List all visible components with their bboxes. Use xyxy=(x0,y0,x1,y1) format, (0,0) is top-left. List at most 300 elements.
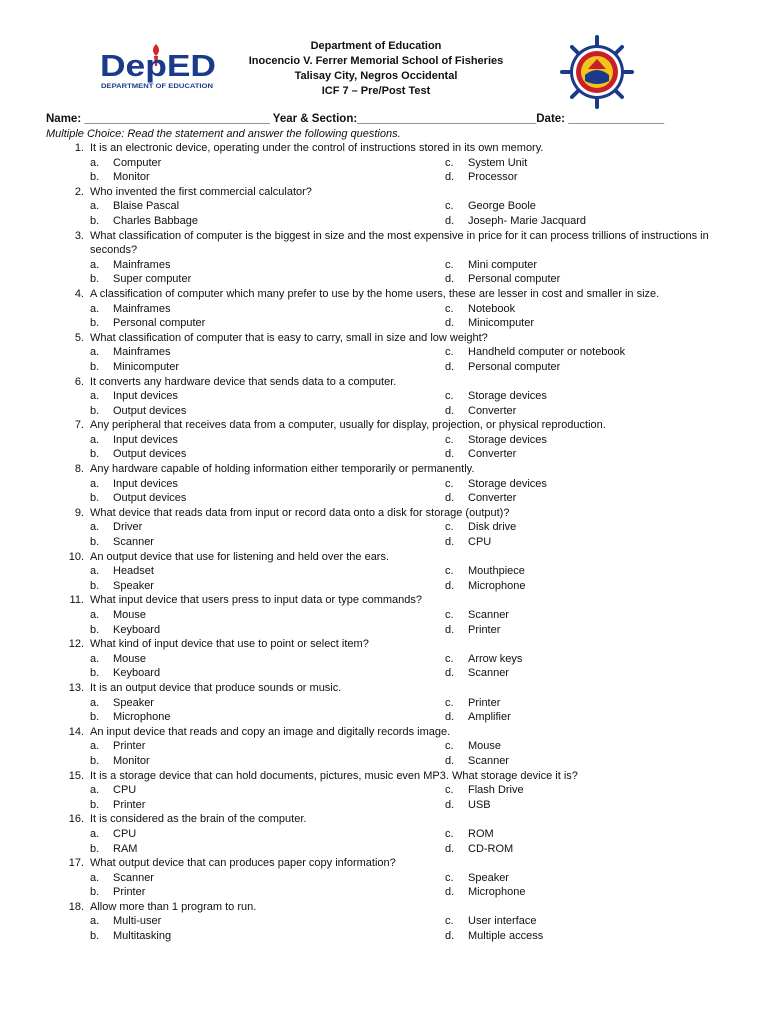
choice-text: USB xyxy=(468,798,491,811)
question-item xyxy=(0,185,768,229)
answer-choice xyxy=(90,258,445,273)
choice-letter: d. xyxy=(445,842,455,855)
question-item xyxy=(0,769,768,813)
answer-choice xyxy=(90,842,445,857)
choice-text: Flash Drive xyxy=(468,784,524,797)
question-number: 3. xyxy=(74,229,84,242)
choice-letter: a. xyxy=(90,521,100,534)
choice-letter: c. xyxy=(445,156,454,169)
answer-choice xyxy=(90,827,445,842)
instructions: Multiple Choice: Read the statement and answer the following questions. xyxy=(46,128,401,140)
choice-letter: c. xyxy=(445,302,454,315)
choice-text: Headset xyxy=(113,565,154,578)
answer-choice xyxy=(445,827,745,842)
answer-choice xyxy=(445,360,745,375)
choice-text: Multiple access xyxy=(468,930,544,943)
choice-letter: b. xyxy=(90,886,100,899)
answer-choice xyxy=(90,316,445,331)
answer-choice xyxy=(445,447,745,462)
choice-text: Microphone xyxy=(468,886,526,899)
question-number: 15. xyxy=(68,769,84,782)
choice-letter: b. xyxy=(90,623,100,636)
choice-letter: d. xyxy=(445,579,455,592)
answer-choice xyxy=(90,798,445,813)
answer-choice xyxy=(90,914,445,929)
choice-text: Personal computer xyxy=(468,273,561,286)
answer-choice xyxy=(90,696,445,711)
choice-text: Speaker xyxy=(468,871,509,884)
answer-choice xyxy=(90,871,445,886)
deped-logo xyxy=(98,40,220,96)
choice-letter: b. xyxy=(90,273,100,286)
choice-text: Output devices xyxy=(113,404,187,417)
choice-letter: b. xyxy=(90,404,100,417)
question-number: 10. xyxy=(68,550,84,563)
answer-choice xyxy=(90,885,445,900)
choice-text: Scanner xyxy=(113,871,154,884)
choice-letter: a. xyxy=(90,258,100,271)
deped-logo-text: DepED xyxy=(100,48,216,83)
question-item xyxy=(0,287,768,331)
answer-choice xyxy=(445,914,745,929)
choice-letter: b. xyxy=(90,360,100,373)
choice-letter: a. xyxy=(90,302,100,315)
answer-choice xyxy=(90,564,445,579)
question-number: 18. xyxy=(68,900,84,913)
answer-choice xyxy=(445,389,745,404)
answer-choice xyxy=(445,258,745,273)
question-text: Who invented the first commercial calculator? xyxy=(90,185,312,198)
question-number: 5. xyxy=(74,331,84,344)
question-text: Any peripheral that receives data from a computer, usually for display, projection, or physical reproduction. xyxy=(90,419,606,432)
choice-letter: a. xyxy=(90,565,100,578)
question-item xyxy=(0,593,768,637)
choice-text: Printer xyxy=(113,886,146,899)
choice-letter: b. xyxy=(90,667,100,680)
choice-text: Super computer xyxy=(113,273,192,286)
choice-text: Disk drive xyxy=(468,521,517,534)
choice-letter: a. xyxy=(90,696,100,709)
answer-choices xyxy=(90,696,768,725)
choice-letter: c. xyxy=(445,346,454,359)
choice-letter: b. xyxy=(90,842,100,855)
choice-letter: d. xyxy=(445,798,455,811)
answer-choices xyxy=(90,652,768,681)
choice-letter: d. xyxy=(445,448,455,461)
answer-choice xyxy=(90,739,445,754)
answer-choice xyxy=(90,710,445,725)
choice-text: Output devices xyxy=(113,492,187,505)
answer-choice xyxy=(445,623,745,638)
choice-letter: d. xyxy=(445,930,455,943)
question-text: What input device that users press to input data or type commands? xyxy=(90,594,423,607)
answer-choice xyxy=(90,520,445,535)
answer-choices xyxy=(90,520,768,549)
answer-choice xyxy=(445,871,745,886)
answer-choices xyxy=(90,389,768,418)
question-number: 6. xyxy=(74,375,84,388)
choice-letter: d. xyxy=(445,360,455,373)
choice-text: Printer xyxy=(468,623,501,636)
choice-letter: c. xyxy=(445,652,454,665)
answer-choice xyxy=(445,739,745,754)
answer-choice xyxy=(90,491,445,506)
choice-letter: d. xyxy=(445,667,455,680)
answer-choice xyxy=(445,214,745,229)
answer-choice xyxy=(445,316,745,331)
question-text: It is a storage device that can hold documents, pictures, music even MP3. What storage device it is? xyxy=(90,769,578,782)
choice-text: Converter xyxy=(468,492,517,505)
answer-choice xyxy=(445,170,745,185)
choice-letter: c. xyxy=(445,433,454,446)
choice-text: Driver xyxy=(113,521,143,534)
choice-text: Input devices xyxy=(113,477,178,490)
choice-text: Printer xyxy=(468,696,501,709)
choice-text: Handheld computer or notebook xyxy=(468,346,626,359)
question-number: 12. xyxy=(68,638,84,651)
choice-text: Storage devices xyxy=(468,390,547,403)
answer-choices xyxy=(90,302,768,331)
choice-letter: d. xyxy=(445,754,455,767)
answer-choice xyxy=(445,564,745,579)
question-item xyxy=(0,375,768,419)
choice-text: Joseph- Marie Jacquard xyxy=(468,214,587,227)
answer-choices xyxy=(90,199,768,228)
choice-letter: b. xyxy=(90,579,100,592)
header-location: Talisay City, Negros Occidental xyxy=(294,70,458,82)
answer-choice xyxy=(445,433,745,448)
choice-text: Mouse xyxy=(113,652,147,665)
answer-choice xyxy=(90,608,445,623)
choice-text: Speaker xyxy=(113,579,154,592)
choice-text: Arrow keys xyxy=(468,652,523,665)
choice-letter: c. xyxy=(445,477,454,490)
choice-letter: b. xyxy=(90,798,100,811)
choice-letter: a. xyxy=(90,200,100,213)
question-item xyxy=(0,637,768,681)
answer-choice xyxy=(90,389,445,404)
choice-text: RAM xyxy=(113,842,138,855)
question-number: 9. xyxy=(74,506,84,519)
question-text: A classification of computer which many prefer to use by the home users, these are lesser in cost and smaller in size. xyxy=(90,287,660,300)
answer-choices xyxy=(90,914,768,943)
answer-choice xyxy=(90,783,445,798)
choice-letter: a. xyxy=(90,915,100,928)
choice-text: Printer xyxy=(113,798,146,811)
question-number: 1. xyxy=(74,142,84,154)
question-item xyxy=(0,856,768,900)
choice-text: Scanner xyxy=(468,754,509,767)
choice-letter: b. xyxy=(90,536,100,549)
document-header xyxy=(210,39,542,99)
choice-letter: a. xyxy=(90,346,100,359)
answer-choice xyxy=(90,345,445,360)
answer-choice xyxy=(445,404,745,419)
choice-letter: c. xyxy=(445,258,454,271)
choice-text: CPU xyxy=(113,784,137,797)
choice-text: Converter xyxy=(468,448,517,461)
choice-letter: c. xyxy=(445,609,454,621)
choice-letter: b. xyxy=(90,754,100,767)
answer-choice xyxy=(445,652,745,667)
choice-text: Input devices xyxy=(113,433,178,446)
choice-text: System Unit xyxy=(468,156,528,169)
choice-text: Printer xyxy=(113,740,146,753)
choice-text: Mouthpiece xyxy=(468,565,525,578)
answer-choice xyxy=(90,579,445,594)
answer-choices xyxy=(90,608,768,637)
question-item xyxy=(0,725,768,769)
choice-text: CD-ROM xyxy=(468,842,514,855)
choice-text: User interface xyxy=(468,915,537,928)
answer-choice xyxy=(445,885,745,900)
answer-choices xyxy=(90,156,768,185)
choice-text: Scanner xyxy=(468,667,509,680)
answer-choice xyxy=(90,199,445,214)
choice-text: Processor xyxy=(468,171,518,184)
answer-choice xyxy=(90,666,445,681)
choice-text: CPU xyxy=(113,827,137,840)
choice-text: Converter xyxy=(468,404,517,417)
choice-text: Charles Babbage xyxy=(113,214,199,227)
question-list xyxy=(0,141,768,944)
choice-text: Mainframes xyxy=(113,302,171,315)
question-number: 8. xyxy=(74,463,84,476)
choice-text: Output devices xyxy=(113,448,187,461)
choice-letter: c. xyxy=(445,871,454,884)
answer-choice xyxy=(90,433,445,448)
question-item xyxy=(0,462,768,506)
answer-choice xyxy=(90,754,445,769)
choice-text: Multitasking xyxy=(113,930,172,943)
question-text: What classification of computer that is easy to carry, small in size and low weight? xyxy=(90,331,488,344)
answer-choice xyxy=(445,929,745,944)
choice-text: ROM xyxy=(468,827,494,840)
choice-text: Mouse xyxy=(468,740,502,753)
choice-letter: d. xyxy=(445,886,455,899)
answer-choice xyxy=(90,360,445,375)
choice-text: Monitor xyxy=(113,171,150,184)
answer-choice xyxy=(445,272,745,287)
choice-text: Storage devices xyxy=(468,433,547,446)
choice-letter: d. xyxy=(445,711,455,724)
question-item xyxy=(0,812,768,856)
question-text: An input device that reads and copy an image and digitally records image. xyxy=(90,725,451,738)
choice-letter: c. xyxy=(445,696,454,709)
question-text: It converts any hardware device that sends data to a computer. xyxy=(90,375,397,388)
choice-text: Input devices xyxy=(113,390,178,403)
choice-letter: a. xyxy=(90,390,100,403)
choice-text: Microphone xyxy=(468,579,526,592)
question-text: Allow more than 1 program to run. xyxy=(90,900,257,913)
choice-text: Keyboard xyxy=(113,623,161,636)
answer-choice xyxy=(445,491,745,506)
answer-choices xyxy=(90,871,768,900)
choice-letter: d. xyxy=(445,404,455,417)
choice-letter: b. xyxy=(90,448,100,461)
question-number: 7. xyxy=(74,419,84,432)
answer-choices xyxy=(90,477,768,506)
choice-text: Monitor xyxy=(113,754,150,767)
choice-letter: a. xyxy=(90,477,100,490)
choice-letter: c. xyxy=(445,521,454,534)
answer-choice xyxy=(90,535,445,550)
choice-text: George Boole xyxy=(468,200,536,213)
answer-choices xyxy=(90,433,768,462)
question-number: 11. xyxy=(69,594,84,607)
answer-choices xyxy=(90,564,768,593)
choice-letter: c. xyxy=(445,200,454,213)
question-number: 2. xyxy=(74,185,84,198)
choice-text: Speaker xyxy=(113,696,154,709)
answer-choice xyxy=(90,447,445,462)
choice-text: Mainframes xyxy=(113,258,171,271)
answer-choice xyxy=(445,156,745,171)
question-item xyxy=(0,506,768,550)
answer-choices xyxy=(90,739,768,768)
question-number: 17. xyxy=(68,857,84,870)
choice-letter: a. xyxy=(90,740,100,753)
ship-wheel-icon xyxy=(562,37,632,107)
answer-choice xyxy=(445,302,745,317)
question-number: 14. xyxy=(68,725,84,738)
answer-choice xyxy=(445,520,745,535)
choice-text: Mouse xyxy=(113,609,147,621)
answer-choice xyxy=(445,666,745,681)
choice-text: Keyboard xyxy=(113,667,161,680)
school-seal xyxy=(560,35,634,109)
header-school: Inocencio V. Ferrer Memorial School of Fisheries xyxy=(248,55,504,67)
header-test-title: ICF 7 – Pre/Post Test xyxy=(321,85,431,97)
choice-letter: c. xyxy=(445,784,454,797)
question-item xyxy=(0,229,768,287)
choice-letter: d. xyxy=(445,536,455,549)
answer-choice xyxy=(445,783,745,798)
choice-letter: a. xyxy=(90,433,100,446)
choice-text: Microphone xyxy=(113,711,171,724)
choice-text: Mini computer xyxy=(468,258,538,271)
answer-choice xyxy=(90,477,445,492)
question-item xyxy=(0,900,768,944)
answer-choice xyxy=(445,798,745,813)
question-text: It is an electronic device, operating under the control of instructions stored in its own memory. xyxy=(90,142,544,154)
answer-choice xyxy=(445,710,745,725)
choice-text: Mainframes xyxy=(113,346,171,359)
question-text: Any hardware capable of holding information either temporarily or permanently. xyxy=(90,463,475,476)
question-item xyxy=(0,418,768,462)
choice-letter: d. xyxy=(445,492,455,505)
choice-letter: b. xyxy=(90,711,100,724)
choice-letter: d. xyxy=(445,623,455,636)
question-text: It is an output device that produce sounds or music. xyxy=(90,681,342,694)
question-text: What kind of input device that use to point or select item? xyxy=(90,638,369,651)
choice-letter: b. xyxy=(90,930,100,943)
answer-choice xyxy=(90,156,445,171)
question-text: What device that reads data from input or record data onto a disk for storage (output)? xyxy=(90,506,510,519)
choice-text: Multi-user xyxy=(113,915,162,928)
answer-choice xyxy=(445,477,745,492)
choice-text: Scanner xyxy=(113,536,154,549)
choice-letter: a. xyxy=(90,871,100,884)
question-number: 16. xyxy=(68,813,84,826)
answer-choice xyxy=(445,579,745,594)
question-text: It is considered as the brain of the computer. xyxy=(90,813,307,826)
choice-letter: c. xyxy=(445,827,454,840)
answer-choice xyxy=(90,272,445,287)
choice-letter: d. xyxy=(445,317,455,330)
answer-choices xyxy=(90,258,768,287)
choice-letter: a. xyxy=(90,156,100,169)
question-text: An output device that use for listening and held over the ears. xyxy=(90,550,390,563)
choice-letter: c. xyxy=(445,390,454,403)
answer-choice xyxy=(445,842,745,857)
answer-choices xyxy=(90,345,768,374)
answer-choice xyxy=(90,302,445,317)
name-section-date-line: Name: _____________________________ Year & Section:____________________________Date: _______________ xyxy=(46,113,665,125)
choice-letter: a. xyxy=(90,609,100,621)
choice-letter: d. xyxy=(445,273,455,286)
choice-text: Personal computer xyxy=(113,317,206,330)
choice-letter: b. xyxy=(90,214,100,227)
choice-text: Personal computer xyxy=(468,360,561,373)
question-text: What output device that can produces paper copy information? xyxy=(90,857,396,870)
answer-choice xyxy=(445,696,745,711)
answer-choice xyxy=(90,623,445,638)
answer-choices xyxy=(90,827,768,856)
answer-choice xyxy=(445,535,745,550)
answer-choice xyxy=(90,652,445,667)
choice-letter: a. xyxy=(90,827,100,840)
choice-text: CPU xyxy=(468,536,492,549)
deped-logo-subtext: DEPARTMENT OF EDUCATION xyxy=(101,83,214,90)
choice-text: Notebook xyxy=(468,302,516,315)
question-number: 4. xyxy=(74,287,84,300)
question-item xyxy=(0,550,768,594)
choice-text: Amplifier xyxy=(468,711,511,724)
choice-letter: b. xyxy=(90,171,100,184)
answer-choice xyxy=(90,170,445,185)
answer-choice xyxy=(90,214,445,229)
choice-text: Scanner xyxy=(468,609,509,621)
answer-choice xyxy=(90,929,445,944)
choice-text: Blaise Pascal xyxy=(113,200,180,213)
choice-letter: d. xyxy=(445,171,455,184)
choice-text: Minicomputer xyxy=(113,360,180,373)
answer-choice xyxy=(445,754,745,769)
choice-letter: a. xyxy=(90,784,100,797)
choice-letter: d. xyxy=(445,214,455,227)
choice-text: Minicomputer xyxy=(468,317,535,330)
question-text: What classification of computer is the biggest in size and the most expensive in price for it can process trillions of instructions in seconds? xyxy=(90,229,709,257)
answer-choice xyxy=(90,404,445,419)
question-number: 13. xyxy=(68,681,84,694)
choice-letter: b. xyxy=(90,317,100,330)
question-item xyxy=(0,141,768,185)
choice-letter: c. xyxy=(445,740,454,753)
choice-letter: b. xyxy=(90,492,100,505)
choice-letter: c. xyxy=(445,915,454,928)
answer-choice xyxy=(445,345,745,360)
header-department: Department of Education xyxy=(310,40,442,52)
choice-text: Storage devices xyxy=(468,477,547,490)
answer-choices xyxy=(90,783,768,812)
choice-letter: c. xyxy=(445,565,454,578)
answer-choice xyxy=(445,199,745,214)
choice-text: Computer xyxy=(113,156,162,169)
question-item xyxy=(0,681,768,725)
question-item xyxy=(0,331,768,375)
answer-choice xyxy=(445,608,745,623)
